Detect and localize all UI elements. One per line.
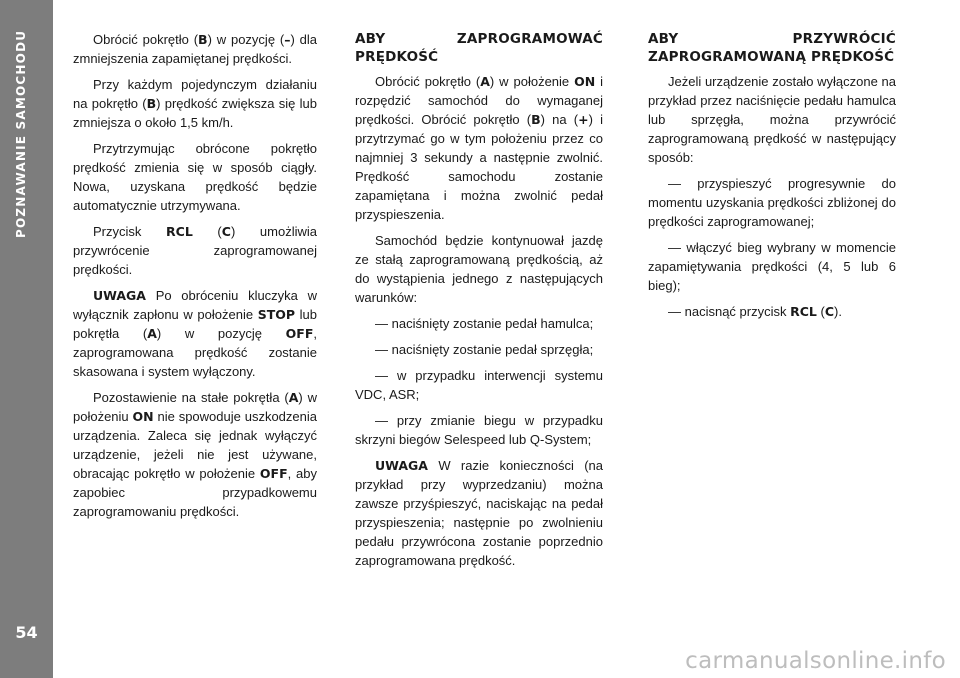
paragraph: Przytrzymując obrócone pokrętło prędkość zmienia się w sposób ciągły. Nowa, uzyskana prędkość będzie automatycznie utrzymywana. bbox=[73, 141, 317, 213]
list-item: — przy zmianie biegu w przypadku skrzyni biegów Selespeed lub Q-System; bbox=[355, 413, 603, 447]
list-item: — naciśnięty zostanie pedał sprzęgła; bbox=[375, 342, 594, 357]
paragraph: Przycisk RCL (C) umożliwia przywrócenie zaprogramowanej prędkości. bbox=[73, 224, 317, 277]
note-paragraph: UWAGA Po obróceniu kluczyka w wyłącznik zapłonu w położenie STOP lub pokrętła (A) w pozycję OFF, zaprogramowana prędkość zostanie skasowana i system wyłączony. bbox=[73, 288, 318, 379]
section-heading: ABY PRZYWRÓCIĆ ZAPROGRAMOWANĄ PRĘDKOŚĆ bbox=[648, 31, 896, 65]
paragraph: Samochód będzie kontynuował jazdę ze stałą zaprogramowaną prędkością, aż do wystąpienia jednego z następujących warunków: bbox=[355, 233, 603, 305]
list-item: — nacisnąć przycisk RCL (C). bbox=[668, 304, 842, 319]
paragraph: Obrócić pokrętło (B) w pozycję (–) dla zmniejszenia zapamiętanej prędkości. bbox=[73, 32, 317, 66]
list-item: — naciśnięty zostanie pedał hamulca; bbox=[375, 316, 594, 331]
paragraph: Obrócić pokrętło (A) w położenie ON i rozpędzić samochód do wymaganej prędkości. Obrócić pokrętło (B) na (+) i przytrzymać go w tym położeniu przez co najmniej 3 sekundy a następnie zwolnić. Prędkość samochodu zostanie zapamiętana i można zwolnić pedał przyspieszenia. bbox=[355, 74, 604, 222]
page-number: 54 bbox=[15, 623, 38, 642]
column-3 bbox=[648, 30, 896, 328]
section-heading: ABY ZAPROGRAMOWAĆ PRĘDKOŚĆ bbox=[355, 31, 603, 65]
list-item: — w przypadku interwencji systemu VDC, ASR; bbox=[355, 368, 603, 402]
section-title: POZNAWANIE SAMOCHODU bbox=[14, 30, 28, 239]
paragraph: Jeżeli urządzenie zostało wyłączone na przykład przez naciśnięcie pedału hamulca lub sprzęgła, można przywrócić zaprogramowaną prędkość w następujący sposób: bbox=[648, 74, 896, 165]
column-2 bbox=[355, 30, 603, 577]
note-paragraph: UWAGA W razie konieczności (na przykład przy wyprzedzaniu) można zawsze przyśpieszyć, naciskając na pedał przyspieszenia; następnie po zwolnieniu pedału przywrócona zostanie poprzednio zaprogramowana prędkość. bbox=[355, 458, 603, 568]
column-1 bbox=[73, 30, 317, 528]
paragraph: Przy każdym pojedynczym działaniu na pokrętło (B) prędkość zwiększa się lub zmniejsza o około 1,5 km/h. bbox=[73, 77, 317, 130]
watermark: carmanualsonline.info bbox=[685, 648, 946, 674]
sidebar bbox=[0, 0, 53, 678]
list-item: — przyspieszyć progresywnie do momentu uzyskania prędkości zbliżonej do prędkości zaprogramowanej; bbox=[648, 176, 896, 229]
paragraph: Pozostawienie na stałe pokrętła (A) w położeniu ON nie spowoduje uszkodzenia urządzenia. Zaleca się jednak wyłączyć urządzenie, jeżeli nie jest używane, obracając pokrętło w położenie OFF, aby zapobiec przypadkowemu zaprogramowaniu prędkości. bbox=[73, 390, 318, 519]
list-item: — włączyć bieg wybrany w momencie zapamiętywania prędkości (4, 5 lub 6 bieg); bbox=[648, 240, 896, 293]
